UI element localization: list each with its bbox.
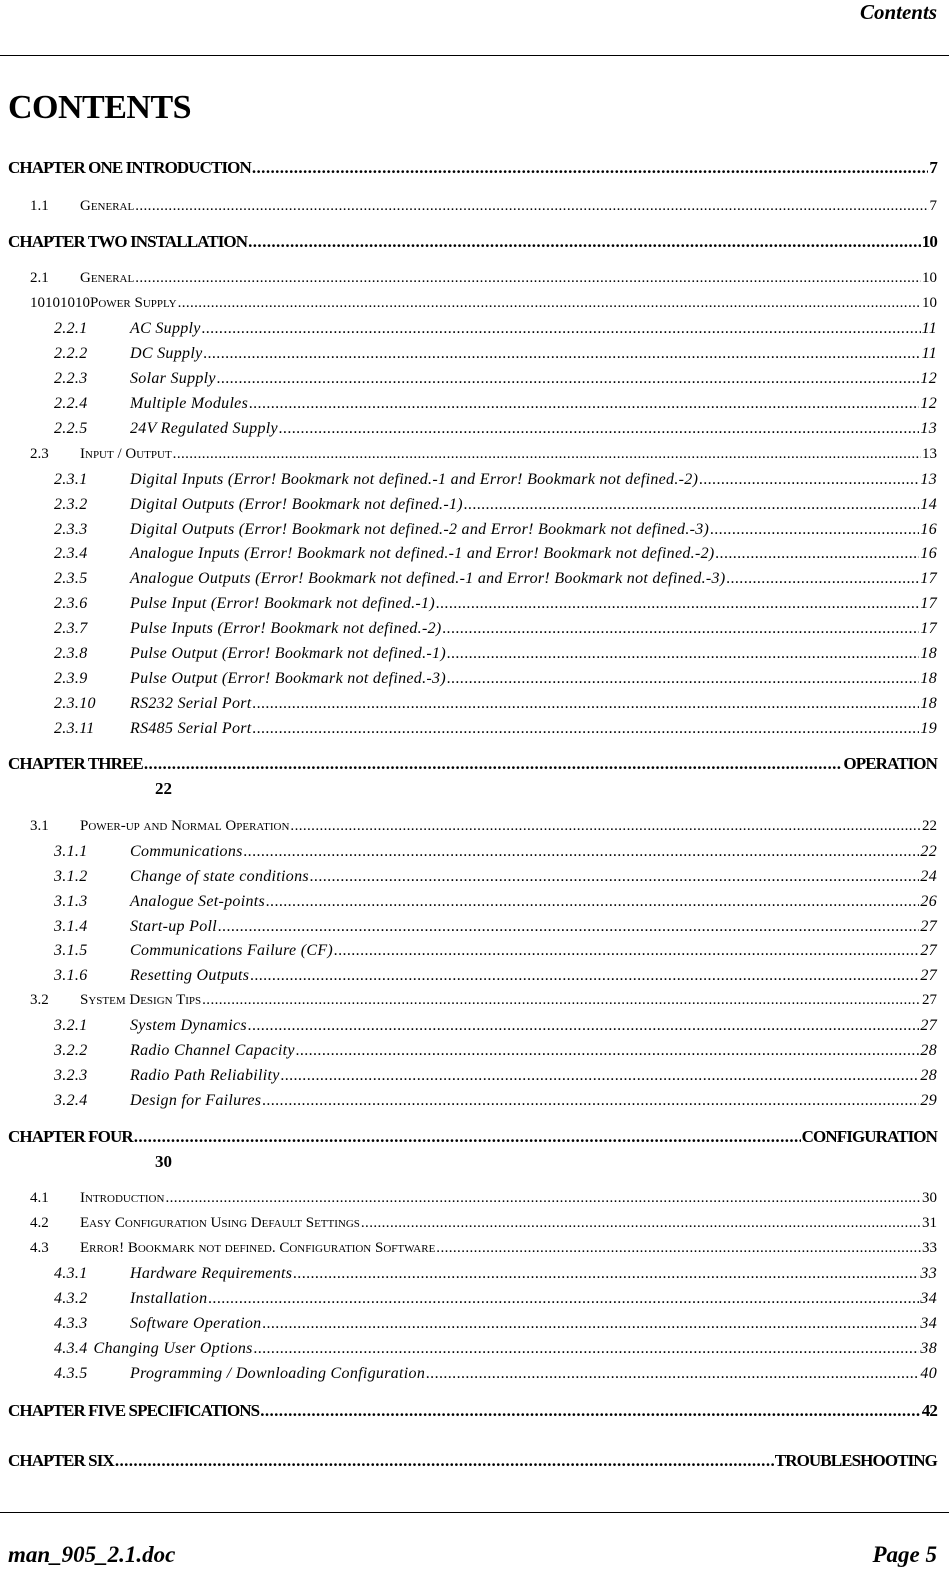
toc-leader-dots bbox=[202, 320, 921, 338]
footer-page-number: Page 5 bbox=[872, 1542, 937, 1567]
toc-entry-title: CHAPTER ONE INTRODUCTION bbox=[8, 158, 251, 177]
toc-leader-dots bbox=[248, 232, 921, 252]
toc-entry-title: Analogue Set-points bbox=[130, 893, 266, 910]
toc-subsection-entry[interactable] bbox=[54, 967, 937, 985]
toc-entry-title: RS232 Serial Port bbox=[130, 695, 252, 712]
toc-subsection-entry[interactable] bbox=[54, 395, 937, 413]
toc-leader-dots bbox=[710, 521, 919, 539]
toc-entry-title: AC Supply bbox=[130, 320, 201, 337]
toc-entry-page: 17 bbox=[920, 570, 937, 587]
toc-entry-page: 34 bbox=[920, 1290, 937, 1307]
toc-leader-dots bbox=[334, 942, 919, 960]
toc-subsection-entry[interactable] bbox=[54, 620, 937, 638]
toc-chapter-entry[interactable] bbox=[8, 1451, 937, 1471]
toc-entry-number: 3.1.1 bbox=[54, 843, 88, 860]
toc-subsection-entry[interactable] bbox=[54, 720, 937, 738]
toc-entry-title: CHAPTER THREE bbox=[8, 754, 143, 773]
toc-entry-page: 7 bbox=[929, 198, 937, 214]
toc-subsection-entry[interactable] bbox=[54, 918, 937, 936]
toc-leader-dots bbox=[253, 720, 920, 738]
toc-entry-page: 18 bbox=[920, 695, 937, 712]
toc-leader-dots bbox=[254, 1340, 920, 1358]
toc-entry-number: 2.3.1 bbox=[54, 471, 88, 488]
toc-leader-dots bbox=[165, 1190, 921, 1207]
toc-entry-page: 19 bbox=[920, 720, 937, 737]
toc-subsection-entry[interactable] bbox=[54, 1265, 937, 1283]
toc-entry-title: Solar Supply bbox=[130, 370, 216, 387]
toc-entry-number: 2.2.5 bbox=[54, 420, 88, 437]
toc-subsection-entry[interactable] bbox=[54, 1340, 937, 1358]
toc-entry-page: 7 bbox=[929, 158, 937, 177]
toc-leader-dots bbox=[252, 158, 929, 178]
toc-entry-title: Software Operation bbox=[130, 1315, 262, 1332]
toc-subsection-entry[interactable] bbox=[54, 893, 937, 911]
toc-entry-number: 4.3.3 bbox=[54, 1315, 88, 1332]
toc-entry-number: 2.2.4 bbox=[54, 395, 88, 412]
toc-entry-page: 27 bbox=[920, 942, 937, 959]
toc-entry-number: 2.3.2 bbox=[54, 496, 88, 513]
toc-entry-title: 24V Regulated Supply bbox=[130, 420, 278, 437]
toc-leader-dots bbox=[262, 1092, 919, 1110]
toc-entry-title: Radio Channel Capacity bbox=[130, 1042, 295, 1059]
toc-entry-number: 3.1.4 bbox=[54, 918, 88, 935]
toc-chapter-entry[interactable] bbox=[8, 1127, 937, 1147]
toc-subsection-entry[interactable] bbox=[54, 695, 937, 713]
toc-entry-page: 18 bbox=[920, 645, 937, 662]
toc-leader-dots bbox=[716, 545, 920, 563]
toc-leader-dots bbox=[248, 1017, 919, 1035]
toc-leader-dots bbox=[249, 395, 919, 413]
toc-entry-title: CHAPTER TWO INSTALLATION bbox=[8, 232, 248, 251]
toc-subsection-entry[interactable] bbox=[54, 1042, 937, 1060]
toc-entry-number: 4.3.5 bbox=[54, 1365, 88, 1382]
toc-entry-title: Digital Inputs (Error! Bookmark not defined.-1 and Error! Bookmark not defined.-2) bbox=[130, 471, 699, 488]
toc-leader-dots bbox=[253, 695, 920, 713]
toc-section-entry[interactable] bbox=[30, 1240, 937, 1257]
toc-entry-number: 2.3.7 bbox=[54, 620, 88, 637]
toc-entry-number: 3.2.1 bbox=[54, 1017, 88, 1034]
toc-entry-title: Analogue Outputs (Error! Bookmark not defined.-1 and Error! Bookmark not defined.-3) bbox=[130, 570, 726, 587]
toc-subsection-entry[interactable] bbox=[54, 420, 937, 438]
toc-entry-number: 2.2.2 bbox=[54, 345, 88, 362]
toc-entry-number: 2.3.11 bbox=[54, 720, 95, 737]
toc-entry-page: 28 bbox=[920, 1067, 937, 1084]
toc-entry-page: 26 bbox=[920, 893, 937, 910]
toc-leader-dots bbox=[178, 295, 921, 312]
toc-entry-number: 3.2 bbox=[30, 992, 49, 1008]
toc-entry-title: Introduction bbox=[80, 1190, 165, 1206]
toc-entry-page: 27 bbox=[920, 1017, 937, 1034]
toc-entry-number: 1.1 bbox=[30, 198, 49, 214]
toc-section-entry[interactable] bbox=[30, 198, 937, 215]
toc-subsection-entry[interactable] bbox=[54, 345, 937, 363]
toc-entry-page: 17 bbox=[920, 620, 937, 637]
toc-entry-title: RS485 Serial Port bbox=[130, 720, 252, 737]
toc-entry-number: 2.3.6 bbox=[54, 595, 88, 612]
toc-entry-page: 38 bbox=[920, 1340, 937, 1357]
toc-leader-dots bbox=[217, 370, 920, 388]
toc-entry-tail: CONFIGURATION bbox=[801, 1127, 937, 1146]
toc-leader-dots bbox=[290, 818, 921, 835]
toc-chapter-entry[interactable] bbox=[8, 754, 937, 774]
toc-entry-title: Multiple Modules bbox=[130, 395, 249, 412]
toc-entry-page: 34 bbox=[920, 1315, 937, 1332]
toc-entry-tail: TROUBLESHOOTING bbox=[774, 1451, 937, 1470]
toc-entry-number: 2.3.3 bbox=[54, 521, 88, 538]
toc-entry-number: 2.3.4 bbox=[54, 545, 88, 562]
toc-entry-title: Changing User Options bbox=[93, 1340, 253, 1357]
toc-leader-dots bbox=[443, 620, 920, 638]
toc-entry-title: General bbox=[80, 270, 135, 286]
toc-leader-dots bbox=[134, 1127, 801, 1147]
toc-entry-title: Power-up and Normal Operation bbox=[80, 818, 290, 834]
toc-subsection-entry[interactable] bbox=[54, 843, 937, 861]
toc-entry-page: 28 bbox=[920, 1042, 937, 1059]
toc-entry-page: 27 bbox=[920, 918, 937, 935]
toc-entry-title: Communications bbox=[130, 843, 243, 860]
toc-subsection-entry[interactable] bbox=[54, 1290, 937, 1308]
toc-entry-number: 2.3.8 bbox=[54, 645, 88, 662]
toc-entry-title: 10101010Power Supply bbox=[30, 295, 177, 311]
toc-entry-number: 4.3.4 bbox=[54, 1340, 88, 1357]
toc-leader-dots bbox=[279, 420, 919, 438]
toc-subsection-entry[interactable] bbox=[54, 1067, 937, 1085]
toc-entry-number: 3.2.4 bbox=[54, 1092, 88, 1109]
toc-entry-title: Change of state conditions bbox=[130, 868, 309, 885]
toc-entry-page: 29 bbox=[920, 1092, 937, 1109]
toc-subsection-entry[interactable] bbox=[54, 1017, 937, 1035]
toc-entry-page: 27 bbox=[920, 967, 937, 984]
toc-section-entry[interactable] bbox=[30, 1215, 937, 1232]
toc-entry-number: 3.2.2 bbox=[54, 1042, 88, 1059]
toc-entry-page: 22 bbox=[920, 843, 937, 860]
toc-entry-number: 4.3.2 bbox=[54, 1290, 88, 1307]
toc-leader-dots bbox=[218, 918, 919, 936]
toc-subsection-entry[interactable] bbox=[54, 670, 937, 688]
toc-entry-title: DC Supply bbox=[130, 345, 203, 362]
toc-entry-title: Communications Failure (CF) bbox=[130, 942, 334, 959]
toc-section-entry[interactable] bbox=[30, 818, 937, 835]
toc-leader-dots bbox=[310, 868, 919, 886]
toc-entry-page: 12 bbox=[920, 395, 937, 412]
toc-entry-page: 10 bbox=[922, 270, 937, 286]
toc-entry-number: 3.1 bbox=[30, 818, 49, 834]
toc-entry-number: 3.1.2 bbox=[54, 868, 88, 885]
toc-leader-dots bbox=[436, 1240, 921, 1257]
toc-entry-number: 2.3.5 bbox=[54, 570, 88, 587]
toc-subsection-entry[interactable] bbox=[54, 521, 937, 539]
toc-section-entry[interactable] bbox=[30, 1190, 937, 1207]
toc-entry-page: 31 bbox=[922, 1215, 937, 1231]
toc-entry-title: Radio Path Reliability bbox=[130, 1067, 280, 1084]
toc-entry-page: 11 bbox=[921, 320, 937, 337]
toc-leader-dots bbox=[436, 595, 919, 613]
toc-entry-page: 16 bbox=[920, 521, 937, 538]
toc-leader-dots bbox=[262, 1315, 919, 1333]
toc-entry-page: 22 bbox=[922, 818, 937, 834]
toc-entry-title: Easy Configuration Using Default Settings bbox=[80, 1215, 360, 1231]
toc-section-entry[interactable] bbox=[30, 270, 937, 287]
toc-entry-number: 4.2 bbox=[30, 1215, 49, 1231]
toc-chapter-entry[interactable] bbox=[8, 232, 937, 252]
toc-leader-dots bbox=[464, 496, 920, 514]
toc-entry-title: Hardware Requirements bbox=[130, 1265, 293, 1282]
toc-entry-number: 2.3.10 bbox=[54, 695, 96, 712]
running-header: Contents bbox=[859, 0, 937, 24]
toc-entry-page: 13 bbox=[920, 471, 937, 488]
toc-entry-number: 2.2.3 bbox=[54, 370, 88, 387]
toc-entry-title: Pulse Output (Error! Bookmark not defined.-3) bbox=[130, 670, 446, 687]
toc-entry-title: CHAPTER FOUR bbox=[8, 1127, 133, 1146]
toc-entry-title: CHAPTER SIX bbox=[8, 1451, 114, 1470]
toc-entry-page: 14 bbox=[920, 496, 937, 513]
toc-entry-page: 18 bbox=[920, 670, 937, 687]
toc-entry-page: 13 bbox=[920, 420, 937, 437]
toc-subsection-entry[interactable] bbox=[54, 570, 937, 588]
toc-leader-dots bbox=[447, 670, 919, 688]
toc-entry-page: 16 bbox=[920, 545, 937, 562]
toc-entry-number: 2.3.9 bbox=[54, 670, 88, 687]
toc-leader-dots bbox=[281, 1067, 920, 1085]
toc-entry-page: 30 bbox=[922, 1190, 937, 1206]
toc-entry-page: 17 bbox=[920, 595, 937, 612]
toc-entry-tail: OPERATION bbox=[843, 754, 937, 773]
toc-subsection-entry[interactable] bbox=[54, 545, 937, 563]
header-rule bbox=[0, 55, 949, 56]
toc-entry-number: 4.3.1 bbox=[54, 1265, 88, 1282]
toc-entry-title: System Design Tips bbox=[80, 992, 202, 1008]
toc-entry-title: Error! Bookmark not defined. Configuration Software bbox=[80, 1240, 436, 1256]
toc-entry-title: Design for Failures bbox=[130, 1092, 262, 1109]
toc-entry-number: 4.1 bbox=[30, 1190, 49, 1206]
toc-leader-dots bbox=[266, 893, 919, 911]
toc-section-entry[interactable] bbox=[30, 992, 937, 1009]
toc-entry-title: Installation bbox=[130, 1290, 208, 1307]
toc-entry-page: 12 bbox=[920, 370, 937, 387]
toc-leader-dots bbox=[244, 843, 920, 861]
toc-leader-dots bbox=[426, 1365, 919, 1383]
toc-entry-title: Pulse Input (Error! Bookmark not defined.-1) bbox=[130, 595, 435, 612]
toc-entry-page: 30 bbox=[155, 1152, 172, 1171]
toc-entry-page: 10 bbox=[921, 232, 937, 251]
footer-rule bbox=[0, 1512, 949, 1513]
toc-leader-dots bbox=[361, 1215, 921, 1232]
toc-leader-dots bbox=[447, 645, 919, 663]
toc-entry-title: Start-up Poll bbox=[130, 918, 218, 935]
toc-subsection-entry[interactable] bbox=[54, 868, 937, 886]
toc-entry-page: 13 bbox=[922, 446, 937, 462]
toc-leader-dots bbox=[135, 198, 928, 215]
toc-entry-page: 22 bbox=[155, 779, 172, 798]
toc-leader-dots bbox=[115, 1451, 774, 1471]
toc-subsection-entry[interactable] bbox=[54, 1315, 937, 1333]
toc-entry-page: 27 bbox=[922, 992, 937, 1008]
toc-leader-dots bbox=[699, 471, 919, 489]
toc-entry-number: 3.2.3 bbox=[54, 1067, 88, 1084]
footer-filename: man_905_2.1.doc bbox=[8, 1542, 176, 1567]
toc-leader-dots bbox=[260, 1401, 921, 1421]
toc-entry-page: 33 bbox=[920, 1265, 937, 1282]
toc-section-entry[interactable] bbox=[30, 446, 937, 463]
toc-entry-number: 2.2.1 bbox=[54, 320, 88, 337]
toc-leader-dots bbox=[726, 570, 919, 588]
toc-entry-number: 3.1.3 bbox=[54, 893, 88, 910]
toc-entry-page: 24 bbox=[920, 868, 937, 885]
toc-subsection-entry[interactable] bbox=[54, 942, 937, 960]
toc-leader-dots bbox=[173, 446, 921, 463]
toc-leader-dots bbox=[296, 1042, 920, 1060]
toc-subsection-entry[interactable] bbox=[54, 370, 937, 388]
toc-section-entry[interactable] bbox=[30, 295, 937, 312]
toc-leader-dots bbox=[250, 967, 919, 985]
toc-leader-dots bbox=[208, 1290, 919, 1308]
toc-entry-page: 10 bbox=[922, 295, 937, 311]
toc-leader-dots bbox=[293, 1265, 919, 1283]
toc-entry-number: 4.3 bbox=[30, 1240, 49, 1256]
toc-entry-number: 3.1.5 bbox=[54, 942, 88, 959]
toc-entry-title: Pulse Output (Error! Bookmark not defined.-1) bbox=[130, 645, 446, 662]
toc-entry-page: 11 bbox=[921, 345, 937, 362]
toc-subsection-entry[interactable] bbox=[54, 496, 937, 514]
toc-entry-title: Analogue Inputs (Error! Bookmark not defined.-1 and Error! Bookmark not defined.-2) bbox=[130, 545, 715, 562]
toc-chapter-entry[interactable] bbox=[8, 158, 937, 178]
toc-entry-number: 3.1.6 bbox=[54, 967, 88, 984]
toc-entry-number: 2.1 bbox=[30, 270, 49, 286]
toc-subsection-entry[interactable] bbox=[54, 471, 937, 489]
toc-entry-title: CHAPTER FIVE SPECIFICATIONS bbox=[8, 1401, 260, 1420]
toc-entry-number: 2.3 bbox=[30, 446, 49, 462]
toc-entry-page: 33 bbox=[922, 1240, 937, 1256]
toc-entry-page: 42 bbox=[921, 1401, 937, 1420]
toc-entry-title: System Dynamics bbox=[130, 1017, 247, 1034]
toc-chapter-entry[interactable] bbox=[8, 1401, 937, 1421]
toc-entry-title: Programming / Downloading Configuration bbox=[130, 1365, 426, 1382]
toc-subsection-entry[interactable] bbox=[54, 1365, 937, 1383]
toc-leader-dots bbox=[144, 754, 843, 774]
toc-leader-dots bbox=[202, 992, 921, 1009]
toc-subsection-entry[interactable] bbox=[54, 595, 937, 613]
toc-subsection-entry[interactable] bbox=[54, 645, 937, 663]
toc-leader-dots bbox=[203, 345, 920, 363]
toc-entry-page: 40 bbox=[920, 1365, 937, 1382]
toc-entry-title: Input / Output bbox=[80, 446, 172, 462]
toc-entry-title: Digital Outputs (Error! Bookmark not defined.-1) bbox=[130, 496, 463, 513]
toc-entry-title: Pulse Inputs (Error! Bookmark not defined.-2) bbox=[130, 620, 442, 637]
toc-entry-title: General bbox=[80, 198, 135, 214]
toc-subsection-entry[interactable] bbox=[54, 320, 937, 338]
toc-leader-dots bbox=[135, 270, 921, 287]
toc-entry-title: Resetting Outputs bbox=[130, 967, 250, 984]
toc-entry-title: Digital Outputs (Error! Bookmark not defined.-2 and Error! Bookmark not defined.-3) bbox=[130, 521, 710, 538]
toc-subsection-entry[interactable] bbox=[54, 1092, 937, 1110]
page-title: CONTENTS bbox=[8, 89, 192, 126]
